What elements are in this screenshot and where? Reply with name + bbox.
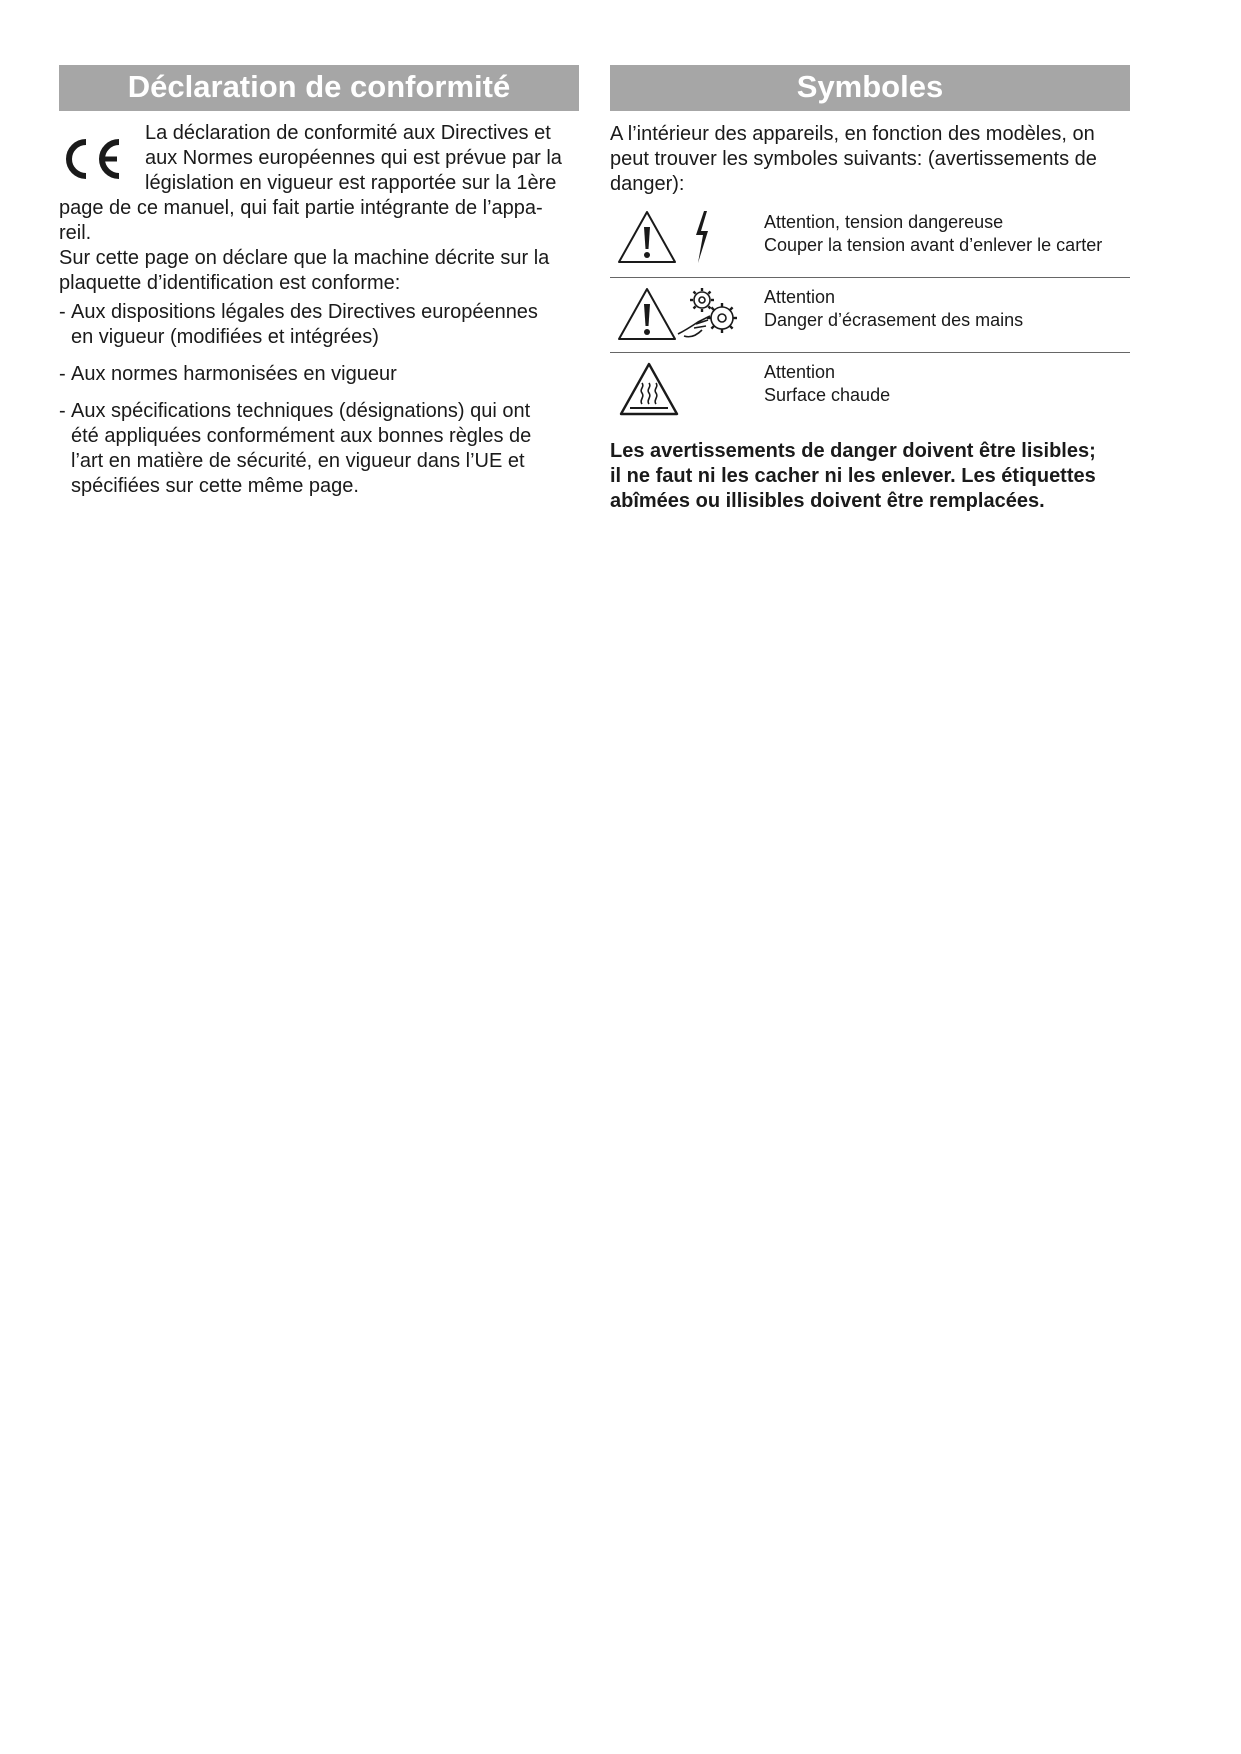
list-dash: - bbox=[59, 301, 66, 323]
intro-line: peut trouver les symboles suivants: (avertissements de bbox=[610, 148, 1097, 170]
symbols-table bbox=[610, 203, 1130, 427]
intro-line: danger): bbox=[610, 173, 685, 195]
list-dash: - bbox=[59, 363, 66, 385]
intro-line: La déclaration de conformité aux Directives et bbox=[145, 122, 551, 144]
intro-line: A l’intérieur des appareils, en fonction des modèles, on bbox=[610, 123, 1095, 145]
intro-line: aux Normes européennes qui est prévue par la bbox=[145, 147, 562, 169]
list-item bbox=[59, 300, 579, 350]
note-line: Les avertissements de danger doivent être lisibles; bbox=[610, 440, 1096, 462]
symbols-intro bbox=[610, 122, 1130, 197]
symbol-line1: Attention bbox=[764, 362, 836, 382]
list-item-line: Aux spécifications techniques (désignations) qui ont bbox=[71, 400, 531, 422]
intro-line: reil. bbox=[59, 222, 92, 244]
symbol-row bbox=[610, 278, 1130, 353]
intro-line: législation en vigueur est rapportée sur la 1ère bbox=[145, 172, 557, 194]
intro-line: page de ce manuel, qui fait partie intégrante de l’appa- bbox=[59, 197, 543, 219]
list-item bbox=[59, 399, 579, 499]
symbol-icons bbox=[610, 278, 764, 352]
symbols-section bbox=[610, 65, 1130, 514]
list-item-line: spécifiées sur cette même page. bbox=[71, 475, 359, 497]
list-item-line: en vigueur (modifiées et intégrées) bbox=[71, 326, 379, 348]
symbol-icons bbox=[610, 353, 764, 427]
note-line: il ne faut ni les cacher ni les enlever. Les étiquettes bbox=[610, 465, 1096, 487]
symbol-line1: Attention bbox=[764, 287, 836, 307]
list-dash: - bbox=[59, 400, 66, 422]
symbol-description bbox=[764, 353, 890, 427]
warning-note bbox=[610, 439, 1130, 514]
conformity-title: Déclaration de conformité bbox=[59, 65, 579, 111]
list-item-line: été appliquées conformément aux bonnes règles de bbox=[71, 425, 532, 447]
list-item-line: Aux dispositions légales des Directives européennes bbox=[71, 301, 538, 323]
list-item-line: l’art en matière de sécurité, en vigueur dans l’UE et bbox=[71, 450, 525, 472]
conformity-intro bbox=[59, 121, 579, 296]
intro-line: plaquette d’identification est conforme: bbox=[59, 272, 401, 294]
ce-mark-icon bbox=[59, 137, 123, 181]
symbol-line2: Surface chaude bbox=[764, 385, 891, 405]
symbol-row bbox=[610, 353, 1130, 427]
symbol-line1: Attention, tension dangereuse bbox=[764, 212, 1004, 232]
electric-hazard-icon bbox=[692, 209, 712, 265]
list-item-line: Aux normes harmonisées en vigueur bbox=[71, 363, 397, 385]
symbol-line2: Couper la tension avant d’enlever le carter bbox=[764, 235, 1103, 255]
symbol-description bbox=[764, 278, 1023, 352]
symbol-icons bbox=[610, 203, 764, 277]
conformity-list bbox=[59, 300, 579, 499]
symbol-row bbox=[610, 203, 1130, 278]
symbol-description bbox=[764, 203, 1102, 277]
hot-surface-icon bbox=[618, 361, 680, 417]
warning-triangle-icon bbox=[616, 209, 678, 265]
intro-line: Sur cette page on déclare que la machine décrite sur la bbox=[59, 247, 550, 269]
note-line: abîmées ou illisibles doivent être remplacées. bbox=[610, 490, 1045, 512]
symbol-line2: Danger d’écrasement des mains bbox=[764, 310, 1024, 330]
warning-triangle-icon bbox=[616, 286, 678, 342]
hand-crush-hazard-icon bbox=[676, 284, 750, 344]
conformity-section bbox=[59, 65, 579, 499]
symbols-title: Symboles bbox=[610, 65, 1130, 111]
list-item bbox=[59, 362, 579, 387]
